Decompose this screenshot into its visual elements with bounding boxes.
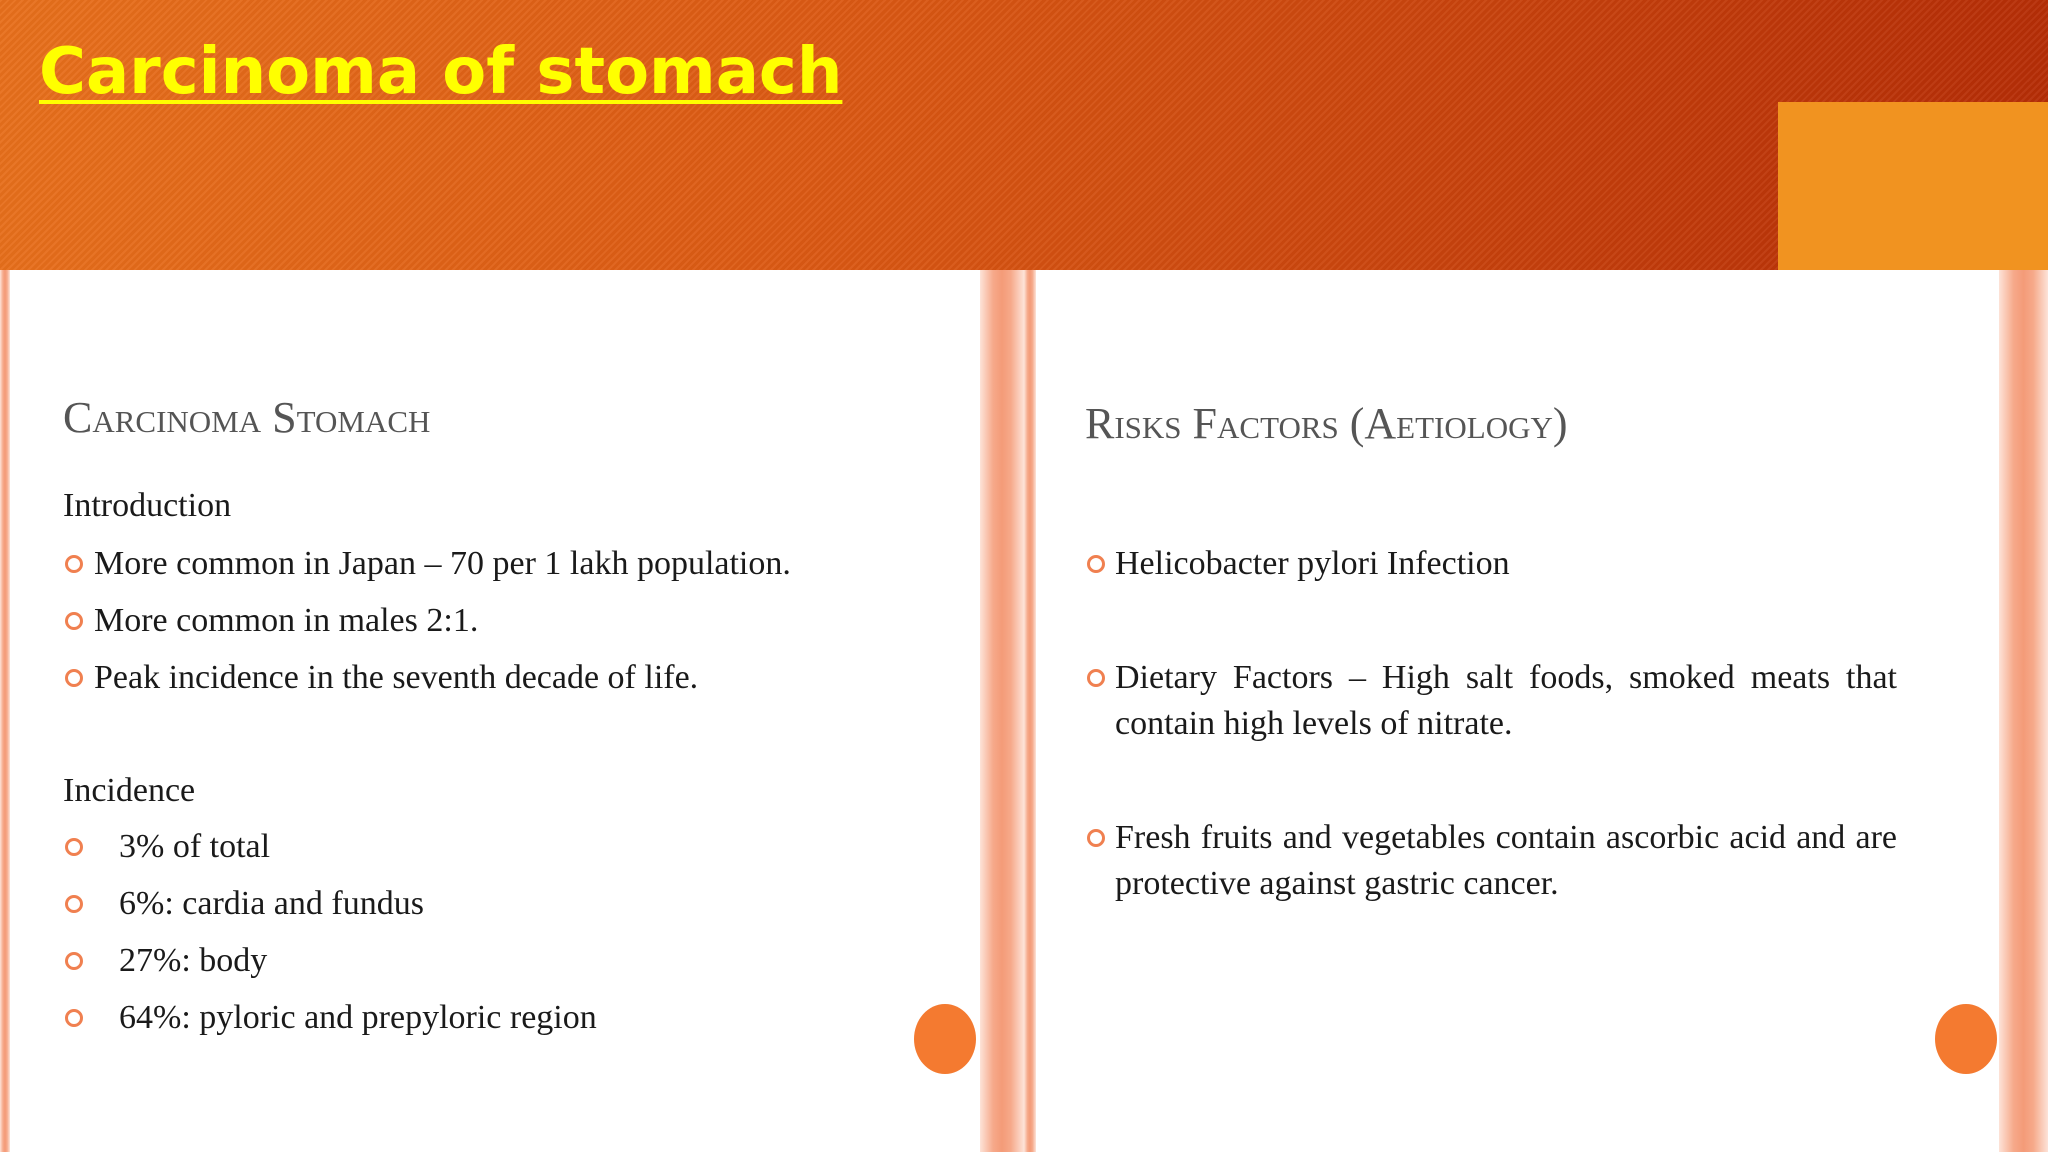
list-item: Fresh fruits and vegetables contain ascorbic acid and are protective against gastric cancer.	[1087, 815, 1897, 907]
bullet-circle-icon	[65, 952, 83, 970]
accent-dot	[914, 1004, 976, 1074]
border-stripe	[980, 270, 1024, 1152]
title-banner	[0, 0, 2048, 270]
bullet-circle-icon	[65, 555, 83, 573]
bullet-circle-icon	[1087, 829, 1105, 847]
corner-accent-block	[1778, 102, 2048, 270]
bullet-circle-icon	[1087, 669, 1105, 687]
page-title: Carcinoma of stomach	[39, 35, 843, 109]
list-item: Helicobacter pylori Infection	[1087, 541, 1897, 587]
slide-heading: Risks Factors (Aetiology)	[1085, 399, 1568, 448]
border-stripe	[0, 270, 10, 1152]
accent-dot	[1935, 1004, 1997, 1074]
bullet-circle-icon	[65, 838, 83, 856]
section-label-incidence: Incidence	[63, 772, 196, 809]
bullet-circle-icon	[65, 669, 83, 687]
section-label-introduction: Introduction	[63, 487, 232, 524]
bullet-circle-icon	[1087, 555, 1105, 573]
bullet-circle-icon	[65, 895, 83, 913]
bullet-circle-icon	[65, 1009, 83, 1027]
border-stripe	[1024, 270, 1036, 1152]
bullet-circle-icon	[65, 612, 83, 630]
border-stripe	[1999, 270, 2048, 1152]
list-item: Dietary Factors – High salt foods, smoked meats that contain high levels of nitrate.	[1087, 655, 1897, 747]
slide-heading: Carcinoma Stomach	[63, 393, 431, 442]
